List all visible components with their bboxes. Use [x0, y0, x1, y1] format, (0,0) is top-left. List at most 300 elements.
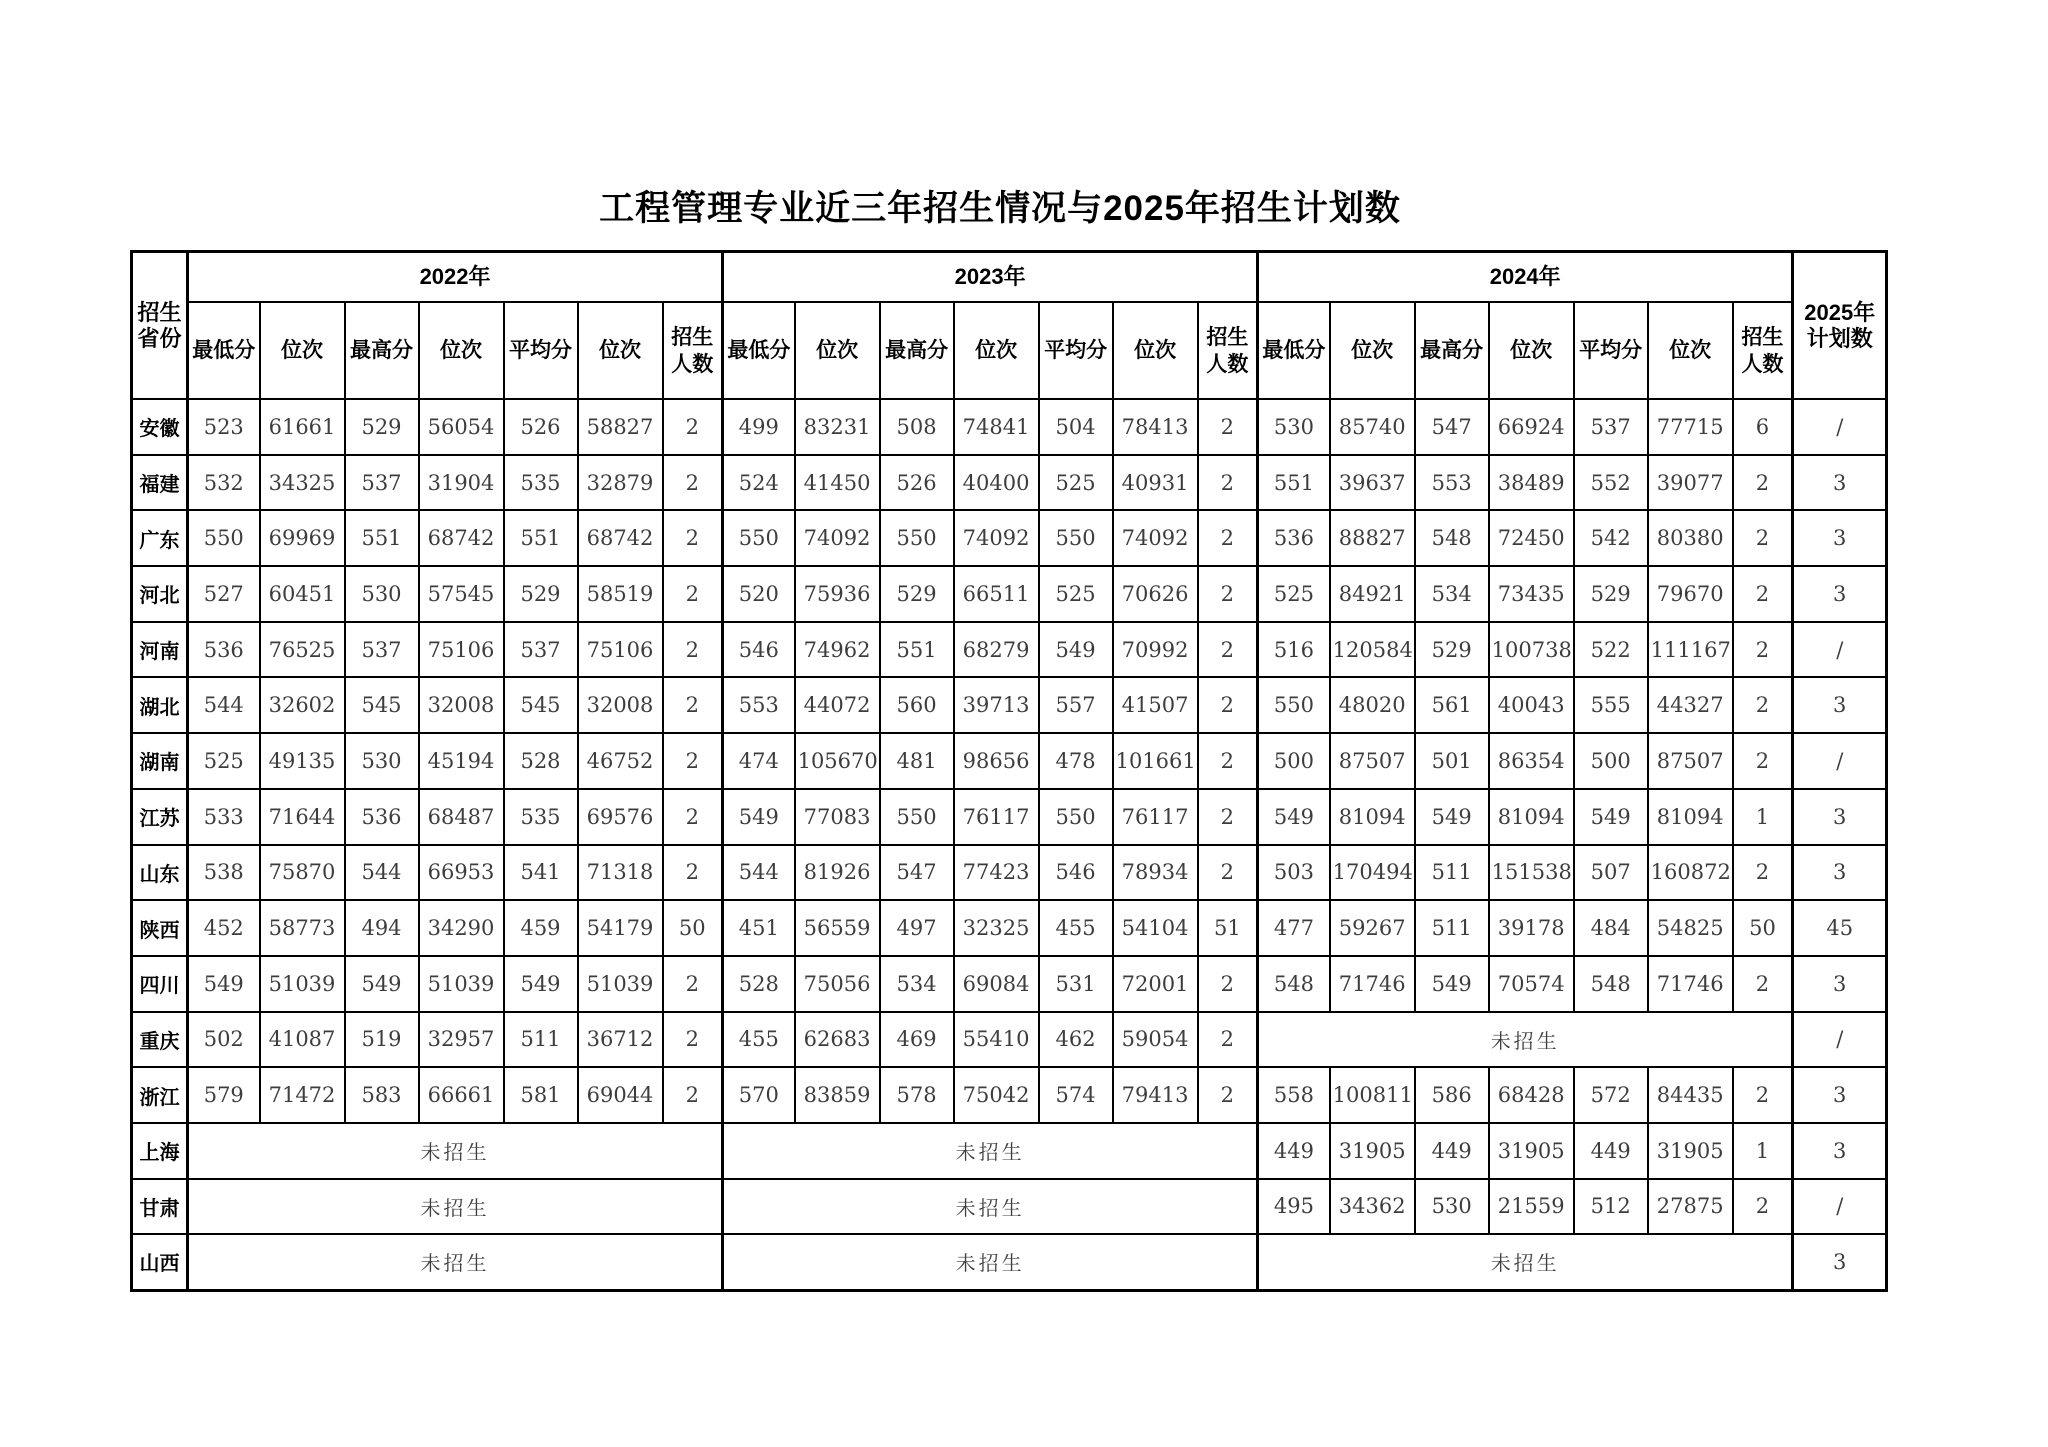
value-cell: 561	[1415, 677, 1489, 733]
value-cell: 549	[1415, 956, 1489, 1012]
no-enrollment-cell: 未招生	[188, 1234, 723, 1290]
value-cell: 522	[1574, 622, 1648, 678]
value-cell: 2	[663, 455, 723, 511]
value-cell: 79670	[1648, 566, 1733, 622]
value-cell: 71746	[1330, 956, 1415, 1012]
value-cell: 552	[1574, 455, 1648, 511]
value-cell: 55410	[954, 1012, 1039, 1068]
table-row	[132, 789, 1887, 845]
value-cell: 526	[880, 455, 954, 511]
value-cell: 2	[663, 399, 723, 455]
value-cell: 537	[504, 622, 578, 678]
value-cell: 524	[723, 455, 795, 511]
plan-cell: 3	[1793, 845, 1887, 901]
header-y2024-metric-6: 招生人数	[1733, 302, 1793, 399]
value-cell: 2	[1733, 1179, 1793, 1235]
value-cell: 525	[1258, 566, 1330, 622]
value-cell: 83231	[795, 399, 880, 455]
value-cell: 586	[1415, 1067, 1489, 1123]
value-cell: 75106	[419, 622, 504, 678]
value-cell: 581	[504, 1067, 578, 1123]
header-row-metrics	[132, 302, 1887, 399]
value-cell: 512	[1574, 1179, 1648, 1235]
value-cell: 2	[1198, 566, 1258, 622]
value-cell: 68279	[954, 622, 1039, 678]
value-cell: 69084	[954, 956, 1039, 1012]
value-cell: 111167	[1648, 622, 1733, 678]
value-cell: 101661	[1113, 733, 1198, 789]
value-cell: 36712	[578, 1012, 663, 1068]
value-cell: 560	[880, 677, 954, 733]
value-cell: 41507	[1113, 677, 1198, 733]
value-cell: 2	[1198, 677, 1258, 733]
value-cell: 34325	[260, 455, 345, 511]
value-cell: 2	[1733, 733, 1793, 789]
province-cell: 浙江	[132, 1067, 188, 1123]
table-row	[132, 510, 1887, 566]
value-cell: 49135	[260, 733, 345, 789]
value-cell: 478	[1039, 733, 1113, 789]
value-cell: 459	[504, 900, 578, 956]
value-cell: 530	[345, 566, 419, 622]
value-cell: 160872	[1648, 845, 1733, 901]
value-cell: 44327	[1648, 677, 1733, 733]
value-cell: 2	[663, 622, 723, 678]
no-enrollment-cell: 未招生	[723, 1234, 1258, 1290]
value-cell: 511	[1415, 900, 1489, 956]
value-cell: 1	[1733, 1123, 1793, 1179]
value-cell: 558	[1258, 1067, 1330, 1123]
value-cell: 2	[663, 1067, 723, 1123]
value-cell: 58827	[578, 399, 663, 455]
value-cell: 535	[504, 789, 578, 845]
value-cell: 550	[188, 510, 260, 566]
value-cell: 525	[1039, 566, 1113, 622]
value-cell: 72450	[1489, 510, 1574, 566]
value-cell: 542	[1574, 510, 1648, 566]
value-cell: 481	[880, 733, 954, 789]
value-cell: 532	[188, 455, 260, 511]
value-cell: 74092	[795, 510, 880, 566]
value-cell: 54179	[578, 900, 663, 956]
plan-cell: 3	[1793, 566, 1887, 622]
value-cell: 40043	[1489, 677, 1574, 733]
value-cell: 484	[1574, 900, 1648, 956]
plan-cell: 3	[1793, 1234, 1887, 1290]
value-cell: 68742	[419, 510, 504, 566]
value-cell: 530	[1258, 399, 1330, 455]
value-cell: 105670	[795, 733, 880, 789]
value-cell: 549	[1574, 789, 1648, 845]
header-y2023-metric-3: 位次	[954, 302, 1039, 399]
province-cell: 上海	[132, 1123, 188, 1179]
value-cell: 70574	[1489, 956, 1574, 1012]
value-cell: 100811	[1330, 1067, 1415, 1123]
value-cell: 48020	[1330, 677, 1415, 733]
table-row	[132, 399, 1887, 455]
value-cell: 40931	[1113, 455, 1198, 511]
value-cell: 75870	[260, 845, 345, 901]
value-cell: 2	[663, 566, 723, 622]
value-cell: 551	[345, 510, 419, 566]
province-cell: 安徽	[132, 399, 188, 455]
no-enrollment-cell: 未招生	[1258, 1012, 1793, 1068]
value-cell: 497	[880, 900, 954, 956]
value-cell: 545	[345, 677, 419, 733]
value-cell: 69044	[578, 1067, 663, 1123]
value-cell: 27875	[1648, 1179, 1733, 1235]
value-cell: 2	[1198, 455, 1258, 511]
value-cell: 71472	[260, 1067, 345, 1123]
no-enrollment-cell: 未招生	[188, 1123, 723, 1179]
plan-cell: /	[1793, 622, 1887, 678]
header-y2022-metric-2: 最高分	[345, 302, 419, 399]
value-cell: 66924	[1489, 399, 1574, 455]
value-cell: 2	[1198, 1067, 1258, 1123]
table-row	[132, 1067, 1887, 1123]
value-cell: 76525	[260, 622, 345, 678]
value-cell: 452	[188, 900, 260, 956]
value-cell: 51039	[419, 956, 504, 1012]
value-cell: 549	[188, 956, 260, 1012]
value-cell: 537	[1574, 399, 1648, 455]
value-cell: 538	[188, 845, 260, 901]
value-cell: 526	[504, 399, 578, 455]
value-cell: 2	[663, 1012, 723, 1068]
value-cell: 553	[1415, 455, 1489, 511]
header-y2023-metric-2: 最高分	[880, 302, 954, 399]
value-cell: 75056	[795, 956, 880, 1012]
value-cell: 549	[1415, 789, 1489, 845]
value-cell: 533	[188, 789, 260, 845]
value-cell: 84921	[1330, 566, 1415, 622]
value-cell: 550	[880, 510, 954, 566]
value-cell: 77083	[795, 789, 880, 845]
value-cell: 78413	[1113, 399, 1198, 455]
value-cell: 31905	[1330, 1123, 1415, 1179]
province-cell: 河南	[132, 622, 188, 678]
value-cell: 151538	[1489, 845, 1574, 901]
value-cell: 527	[188, 566, 260, 622]
value-cell: 547	[880, 845, 954, 901]
value-cell: 550	[1258, 677, 1330, 733]
header-y2024-metric-5: 位次	[1648, 302, 1733, 399]
value-cell: 549	[723, 789, 795, 845]
value-cell: 2	[663, 733, 723, 789]
value-cell: 2	[663, 510, 723, 566]
value-cell: 78934	[1113, 845, 1198, 901]
value-cell: 549	[504, 956, 578, 1012]
value-cell: 75042	[954, 1067, 1039, 1123]
value-cell: 68742	[578, 510, 663, 566]
plan-cell: 45	[1793, 900, 1887, 956]
value-cell: 2	[1198, 399, 1258, 455]
value-cell: 6	[1733, 399, 1793, 455]
value-cell: 544	[188, 677, 260, 733]
value-cell: 534	[1415, 566, 1489, 622]
value-cell: 529	[345, 399, 419, 455]
value-cell: 503	[1258, 845, 1330, 901]
value-cell: 45194	[419, 733, 504, 789]
value-cell: 50	[1733, 900, 1793, 956]
value-cell: 46752	[578, 733, 663, 789]
value-cell: 75936	[795, 566, 880, 622]
value-cell: 61661	[260, 399, 345, 455]
value-cell: 2	[663, 789, 723, 845]
value-cell: 494	[345, 900, 419, 956]
province-cell: 重庆	[132, 1012, 188, 1068]
value-cell: 32602	[260, 677, 345, 733]
no-enrollment-cell: 未招生	[723, 1123, 1258, 1179]
value-cell: 547	[1415, 399, 1489, 455]
table-head	[132, 252, 1887, 400]
no-enrollment-cell: 未招生	[723, 1179, 1258, 1235]
value-cell: 58773	[260, 900, 345, 956]
plan-cell: 3	[1793, 510, 1887, 566]
value-cell: 88827	[1330, 510, 1415, 566]
table-row	[132, 677, 1887, 733]
province-cell: 湖北	[132, 677, 188, 733]
plan-cell: /	[1793, 1012, 1887, 1068]
value-cell: 70626	[1113, 566, 1198, 622]
value-cell: 455	[723, 1012, 795, 1068]
value-cell: 2	[1198, 845, 1258, 901]
value-cell: 51039	[578, 956, 663, 1012]
header-y2023-metric-0: 最低分	[723, 302, 795, 399]
value-cell: 550	[723, 510, 795, 566]
value-cell: 51	[1198, 900, 1258, 956]
table-row	[132, 956, 1887, 1012]
value-cell: 66661	[419, 1067, 504, 1123]
value-cell: 572	[1574, 1067, 1648, 1123]
value-cell: 39178	[1489, 900, 1574, 956]
value-cell: 68428	[1489, 1067, 1574, 1123]
value-cell: 41450	[795, 455, 880, 511]
value-cell: 530	[1415, 1179, 1489, 1235]
value-cell: 507	[1574, 845, 1648, 901]
value-cell: 98656	[954, 733, 1039, 789]
value-cell: 525	[1039, 455, 1113, 511]
value-cell: 528	[504, 733, 578, 789]
value-cell: 34290	[419, 900, 504, 956]
value-cell: 2	[1198, 1012, 1258, 1068]
province-cell: 甘肃	[132, 1179, 188, 1235]
enrollment-table	[130, 250, 1888, 1292]
value-cell: 2	[1733, 845, 1793, 901]
header-y2022-metric-6: 招生人数	[663, 302, 723, 399]
value-cell: 83859	[795, 1067, 880, 1123]
value-cell: 59054	[1113, 1012, 1198, 1068]
value-cell: 550	[1039, 789, 1113, 845]
value-cell: 86354	[1489, 733, 1574, 789]
value-cell: 66511	[954, 566, 1039, 622]
province-cell: 江苏	[132, 789, 188, 845]
province-cell: 山东	[132, 845, 188, 901]
value-cell: 66953	[419, 845, 504, 901]
plan-cell: /	[1793, 733, 1887, 789]
value-cell: 555	[1574, 677, 1648, 733]
value-cell: 32325	[954, 900, 1039, 956]
value-cell: 32008	[419, 677, 504, 733]
value-cell: 541	[504, 845, 578, 901]
value-cell: 536	[1258, 510, 1330, 566]
header-row-years	[132, 252, 1887, 303]
header-y2023-metric-1: 位次	[795, 302, 880, 399]
plan-cell: 3	[1793, 1067, 1887, 1123]
value-cell: 511	[504, 1012, 578, 1068]
table-row	[132, 733, 1887, 789]
value-cell: 544	[345, 845, 419, 901]
value-cell: 553	[723, 677, 795, 733]
value-cell: 39077	[1648, 455, 1733, 511]
header-y2024-metric-4: 平均分	[1574, 302, 1648, 399]
value-cell: 516	[1258, 622, 1330, 678]
value-cell: 87507	[1648, 733, 1733, 789]
table-row	[132, 1234, 1887, 1290]
value-cell: 545	[504, 677, 578, 733]
value-cell: 170494	[1330, 845, 1415, 901]
value-cell: 2	[663, 845, 723, 901]
value-cell: 74092	[1113, 510, 1198, 566]
value-cell: 87507	[1330, 733, 1415, 789]
no-enrollment-cell: 未招生	[188, 1179, 723, 1235]
value-cell: 502	[188, 1012, 260, 1068]
value-cell: 530	[345, 733, 419, 789]
value-cell: 32879	[578, 455, 663, 511]
value-cell: 477	[1258, 900, 1330, 956]
value-cell: 81926	[795, 845, 880, 901]
value-cell: 557	[1039, 677, 1113, 733]
value-cell: 495	[1258, 1179, 1330, 1235]
value-cell: 74841	[954, 399, 1039, 455]
value-cell: 74092	[954, 510, 1039, 566]
value-cell: 51039	[260, 956, 345, 1012]
value-cell: 57545	[419, 566, 504, 622]
header-y2023-metric-6: 招生人数	[1198, 302, 1258, 399]
header-y2023-metric-5: 位次	[1113, 302, 1198, 399]
value-cell: 100738	[1489, 622, 1574, 678]
value-cell: 81094	[1648, 789, 1733, 845]
value-cell: 2	[1733, 622, 1793, 678]
value-cell: 40400	[954, 455, 1039, 511]
value-cell: 79413	[1113, 1067, 1198, 1123]
value-cell: 2	[663, 956, 723, 1012]
province-cell: 四川	[132, 956, 188, 1012]
value-cell: 474	[723, 733, 795, 789]
table-row	[132, 622, 1887, 678]
value-cell: 535	[504, 455, 578, 511]
value-cell: 529	[1574, 566, 1648, 622]
value-cell: 2	[1198, 733, 1258, 789]
value-cell: 2	[1733, 1067, 1793, 1123]
value-cell: 531	[1039, 956, 1113, 1012]
plan-cell: /	[1793, 1179, 1887, 1235]
value-cell: 537	[345, 455, 419, 511]
value-cell: 2	[1198, 510, 1258, 566]
value-cell: 551	[880, 622, 954, 678]
value-cell: 2	[663, 677, 723, 733]
value-cell: 579	[188, 1067, 260, 1123]
value-cell: 2	[1733, 677, 1793, 733]
value-cell: 2	[1733, 455, 1793, 511]
value-cell: 537	[345, 622, 419, 678]
value-cell: 31905	[1648, 1123, 1733, 1179]
value-cell: 2	[1198, 956, 1258, 1012]
value-cell: 21559	[1489, 1179, 1574, 1235]
value-cell: 549	[1258, 789, 1330, 845]
plan-cell: /	[1793, 399, 1887, 455]
value-cell: 84435	[1648, 1067, 1733, 1123]
value-cell: 50	[663, 900, 723, 956]
value-cell: 546	[1039, 845, 1113, 901]
value-cell: 2	[1198, 789, 1258, 845]
plan-cell: 3	[1793, 677, 1887, 733]
province-cell: 山西	[132, 1234, 188, 1290]
value-cell: 69969	[260, 510, 345, 566]
value-cell: 62683	[795, 1012, 880, 1068]
value-cell: 76117	[1113, 789, 1198, 845]
value-cell: 536	[345, 789, 419, 845]
value-cell: 80380	[1648, 510, 1733, 566]
value-cell: 60451	[260, 566, 345, 622]
value-cell: 548	[1258, 956, 1330, 1012]
value-cell: 56559	[795, 900, 880, 956]
value-cell: 550	[880, 789, 954, 845]
value-cell: 462	[1039, 1012, 1113, 1068]
value-cell: 120584	[1330, 622, 1415, 678]
header-y2024-metric-2: 最高分	[1415, 302, 1489, 399]
plan-cell: 3	[1793, 455, 1887, 511]
value-cell: 68487	[419, 789, 504, 845]
value-cell: 71644	[260, 789, 345, 845]
header-year-2022: 2022年	[188, 252, 723, 303]
value-cell: 81094	[1489, 789, 1574, 845]
table-row	[132, 1012, 1887, 1068]
value-cell: 504	[1039, 399, 1113, 455]
value-cell: 76117	[954, 789, 1039, 845]
value-cell: 551	[504, 510, 578, 566]
value-cell: 548	[1574, 956, 1648, 1012]
value-cell: 32957	[419, 1012, 504, 1068]
value-cell: 534	[880, 956, 954, 1012]
header-year-2023: 2023年	[723, 252, 1258, 303]
value-cell: 85740	[1330, 399, 1415, 455]
value-cell: 519	[345, 1012, 419, 1068]
province-cell: 福建	[132, 455, 188, 511]
province-cell: 湖南	[132, 733, 188, 789]
value-cell: 81094	[1330, 789, 1415, 845]
header-y2022-metric-4: 平均分	[504, 302, 578, 399]
value-cell: 71318	[578, 845, 663, 901]
no-enrollment-cell: 未招生	[1258, 1234, 1793, 1290]
value-cell: 44072	[795, 677, 880, 733]
province-cell: 广东	[132, 510, 188, 566]
value-cell: 499	[723, 399, 795, 455]
value-cell: 449	[1574, 1123, 1648, 1179]
value-cell: 469	[880, 1012, 954, 1068]
value-cell: 578	[880, 1067, 954, 1123]
header-y2022-metric-3: 位次	[419, 302, 504, 399]
table-row	[132, 1123, 1887, 1179]
value-cell: 508	[880, 399, 954, 455]
header-y2022-metric-0: 最低分	[188, 302, 260, 399]
value-cell: 2	[1733, 510, 1793, 566]
value-cell: 34362	[1330, 1179, 1415, 1235]
table-row	[132, 566, 1887, 622]
value-cell: 32008	[578, 677, 663, 733]
value-cell: 455	[1039, 900, 1113, 956]
value-cell: 536	[188, 622, 260, 678]
